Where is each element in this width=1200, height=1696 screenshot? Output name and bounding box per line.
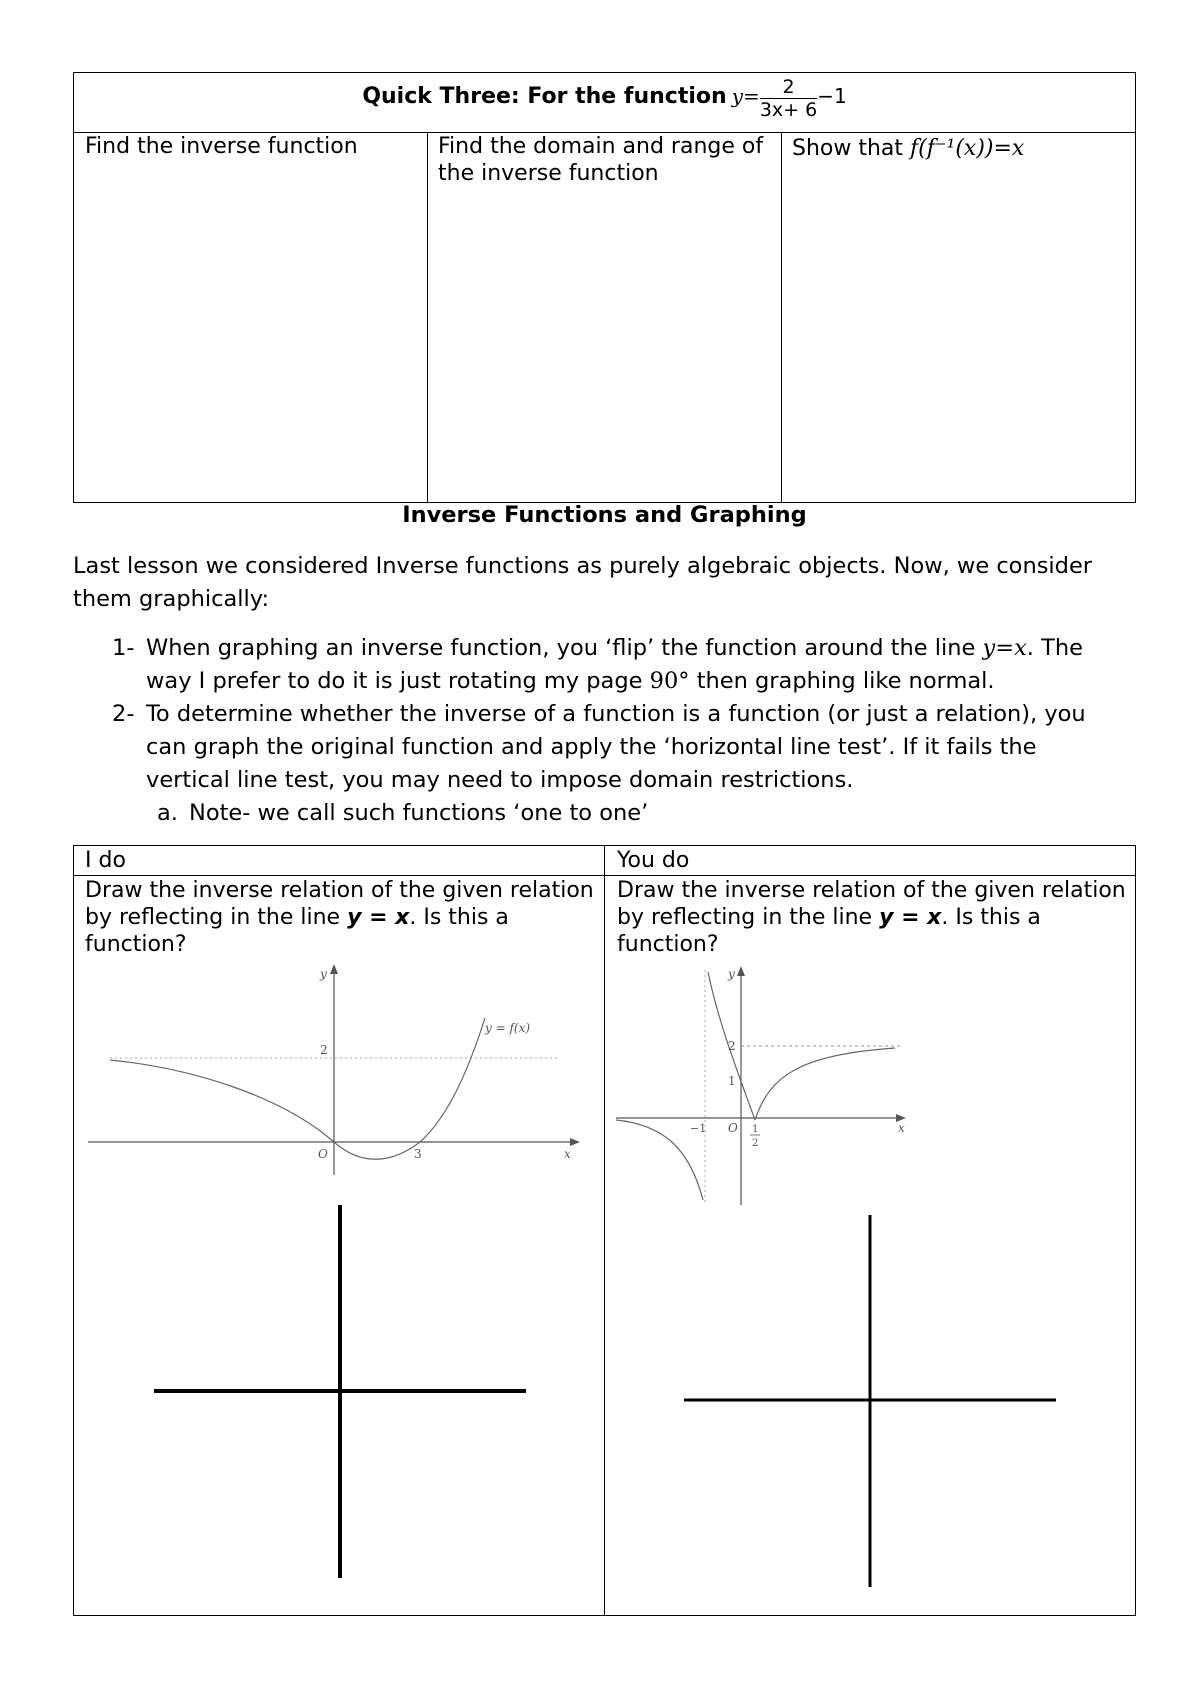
quick-three-col-divider-1: [427, 132, 428, 503]
y-axis-arrow: [330, 964, 338, 974]
sub-list-item-text: Note- we call such functions ‘one to one’: [189, 800, 649, 826]
blank-axes-left: [150, 1205, 530, 1580]
sub-list-item: [73, 797, 1123, 830]
prompt-text: Draw the inverse relation of the given relation by reflecting in the line: [617, 878, 1126, 930]
quick-three-col1: Find the inverse function: [85, 134, 358, 159]
neg1-label: −1: [690, 1122, 707, 1135]
half-num-label: 1: [752, 1124, 759, 1135]
two-label: 2: [320, 1043, 328, 1057]
list-item-text: then graphing like normal.: [696, 668, 995, 694]
fraction-denominator: 3x+ 6: [759, 99, 818, 121]
three-label: 3: [414, 1147, 422, 1161]
blank-axes-right: [680, 1215, 1060, 1590]
x-label: x: [564, 1147, 571, 1161]
practice-left-prompt: [85, 877, 595, 958]
list-item-number: 1-: [112, 635, 135, 661]
sub-list-item-number: a.: [157, 800, 178, 826]
section-intro: Last lesson we considered Inverse functions as purely algebraic objects. Now, we consider them graphically:: [73, 553, 1093, 612]
list-item-math: 90°: [649, 668, 690, 694]
function-fraction: [760, 76, 817, 121]
origin-label: O: [728, 1121, 738, 1135]
prompt-text: . Is this a function?: [617, 905, 1041, 957]
function-curve: [110, 1018, 485, 1159]
list-item: [73, 698, 1123, 797]
col3-prefix: Show that: [792, 136, 904, 161]
prompt-math: y = x: [879, 905, 942, 930]
function-tail: −1: [817, 84, 847, 108]
function-y: y=: [731, 84, 760, 108]
practice-right-prompt: [617, 877, 1127, 958]
one-label: 1: [728, 1074, 736, 1088]
quick-three-col2: Find the domain and range of the inverse function: [438, 134, 764, 186]
quick-three-col3: [792, 135, 1127, 162]
x-label: x: [898, 1121, 905, 1135]
curve-right-lower: [755, 1048, 895, 1120]
prompt-text: Draw the inverse relation of the given relation by reflecting in the line: [85, 878, 594, 930]
graph-you-do: [610, 960, 920, 1210]
fraction-numerator: 2: [760, 76, 817, 99]
half-den-label: 2: [752, 1138, 759, 1149]
origin-label: O: [318, 1147, 328, 1161]
list-item-text: . The way I prefer to do it is just rotating my page: [146, 635, 1083, 694]
list-item-text: When graphing an inverse function, you ‘flip’ the function around the line: [146, 635, 976, 661]
list-item-number: 2-: [112, 701, 135, 727]
quick-three-title-text: Quick Three: For the function: [362, 84, 727, 109]
x-axis-arrow: [570, 1138, 580, 1146]
list-item-math: y=x: [982, 635, 1027, 661]
y-label: y: [728, 967, 735, 981]
fx-label: y = f(x): [485, 1021, 531, 1035]
practice-right-header: You do: [617, 848, 690, 873]
list-item-text: To determine whether the inverse of a function is a function (or just a relation), you can graph the original function and apply the ‘horizontal line test’. If it fails the vertical line test, you may need to impose domain restrictions.: [146, 701, 1086, 793]
y-axis-arrow: [737, 966, 745, 976]
two-label: 2: [728, 1039, 736, 1053]
practice-col-divider: [604, 845, 605, 1616]
section-heading: Inverse Functions and Graphing: [402, 502, 807, 528]
list-item: [73, 632, 1123, 698]
practice-left-header: I do: [85, 848, 126, 873]
quick-three-title: [73, 76, 1136, 121]
graph-i-do: [80, 960, 590, 1180]
prompt-math: y = x: [347, 905, 410, 930]
prompt-text: . Is this a function?: [85, 905, 509, 957]
quick-three-col-divider-2: [781, 132, 782, 503]
y-label: y: [320, 967, 327, 981]
numbered-list: [73, 632, 1123, 830]
col3-math: f(f⁻¹(x))=x: [910, 136, 1025, 161]
